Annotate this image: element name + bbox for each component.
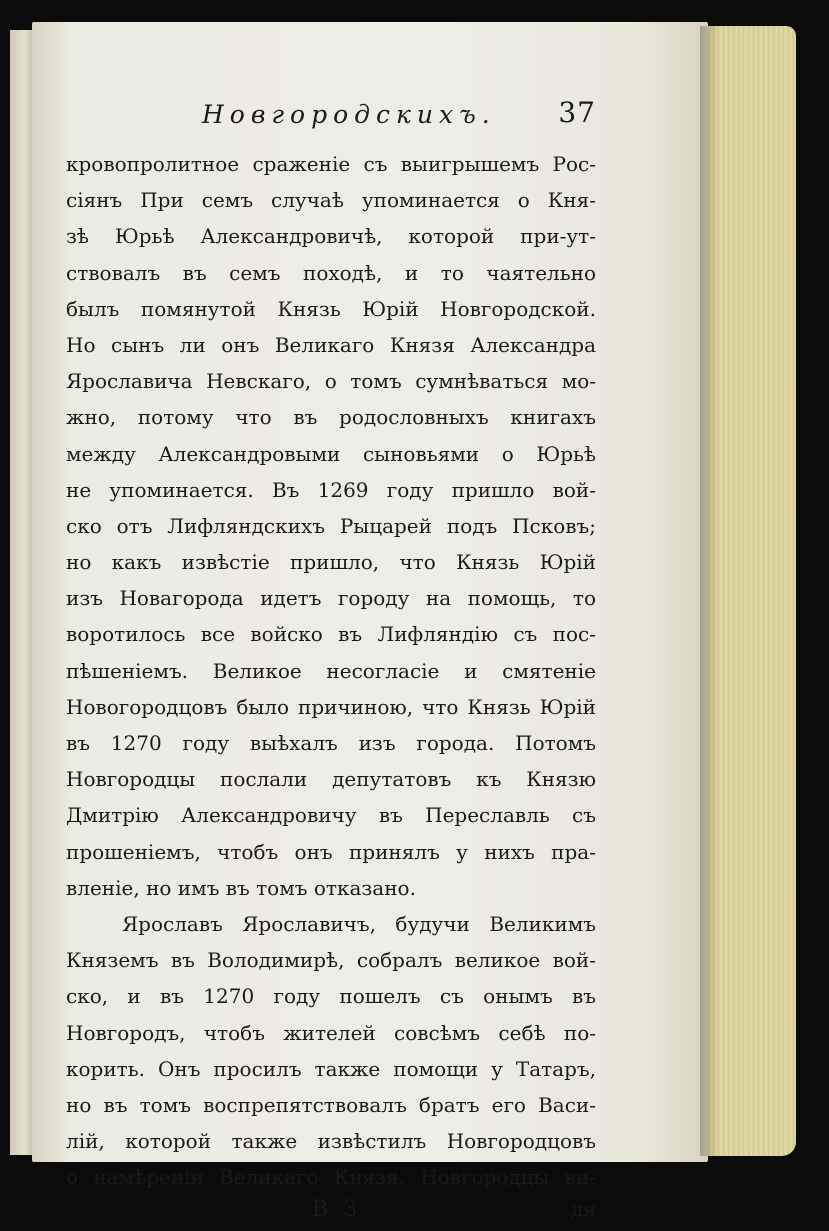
text-line: о намѣреніи Великаго Князя. Новгородцы ви- — [66, 1165, 596, 1190]
text-line: жно, потому что въ родословныхъ книгахъ — [66, 405, 596, 430]
text-line-paragraph-end: вленіе, но имъ въ томъ отказано. — [66, 875, 416, 900]
text-line: въ 1270 году выѣхалъ изъ города. Потомъ — [66, 731, 596, 755]
text-line: Новгородъ, чтобъ жителей совсѣмъ себѣ по- — [66, 1020, 596, 1045]
text-line: не упоминается. Въ 1269 году пришло вой- — [66, 477, 596, 502]
text-line: между Александровыми сыновьями о Юрьѣ — [66, 441, 596, 466]
text-line: но въ томъ воспрепятствовалъ братъ его Васи- — [66, 1092, 596, 1117]
text-line: ствовалъ въ семъ походѣ, и то чаятельно — [66, 260, 596, 285]
text-line: Ярославича Невскаго, о томъ сумнѣваться мо- — [66, 369, 596, 394]
body-text — [66, 146, 596, 1195]
text-line: Новогородцовъ было причиною, что Князь Юрій — [66, 694, 596, 719]
text-line: Княземъ въ Володимирѣ, собралъ великое вой- — [66, 948, 596, 973]
text-line: Но сынъ ли онъ Великаго Князя Александра — [66, 332, 596, 357]
text-line: Новгородцы послали депутатовъ къ Князю — [66, 767, 596, 792]
gutter-shadow — [700, 26, 720, 1156]
text-line: сіянъ При семъ случаѣ упоминается о Кня- — [66, 188, 596, 213]
text-line: изъ Новагорода идетъ городу на помощь, то — [66, 586, 596, 611]
text-line: ско, и въ 1270 году пошелъ съ онымъ въ — [66, 984, 596, 1009]
text-line: ско отъ Лифляндскихъ Рыцарей подъ Псковъ; — [66, 513, 596, 538]
page-text-area — [66, 96, 596, 1231]
page-footer — [66, 1195, 596, 1231]
page-header — [66, 96, 596, 136]
text-line: лій, которой также извѣстилъ Новгородцовъ — [66, 1129, 596, 1154]
text-line: былъ помянутой Князь Юрій Новгородской. — [66, 296, 596, 321]
signature-mark: В 3 — [312, 1197, 362, 1223]
text-line: прошеніемъ, чтобъ онъ принялъ у нихъ пра- — [66, 839, 596, 864]
page-number: 37 — [558, 96, 596, 129]
running-title: Новгородскихъ. — [202, 100, 496, 129]
text-line-paragraph-start: Ярославъ Ярославичъ, будучи Великимъ — [122, 911, 596, 936]
text-line: кровопролитное сраженіе съ выигрышемъ Рос- — [66, 152, 596, 176]
text-line: зѣ Юрьѣ Александровичѣ, которой при-ут- — [66, 224, 596, 249]
text-line: воротилось все войско въ Лифляндію съ пос- — [66, 622, 596, 647]
text-line: Дмитрію Александровичу въ Переславль съ — [66, 803, 596, 828]
text-line: но какъ извѣстіе пришло, что Князь Юрій — [66, 550, 596, 575]
catchword: дя — [571, 1197, 596, 1222]
text-line: корить. Онъ просилъ также помощи у Татаръ, — [66, 1056, 596, 1081]
text-line: пѣшеніемъ. Великое несогласіе и смятеніе — [66, 658, 596, 683]
